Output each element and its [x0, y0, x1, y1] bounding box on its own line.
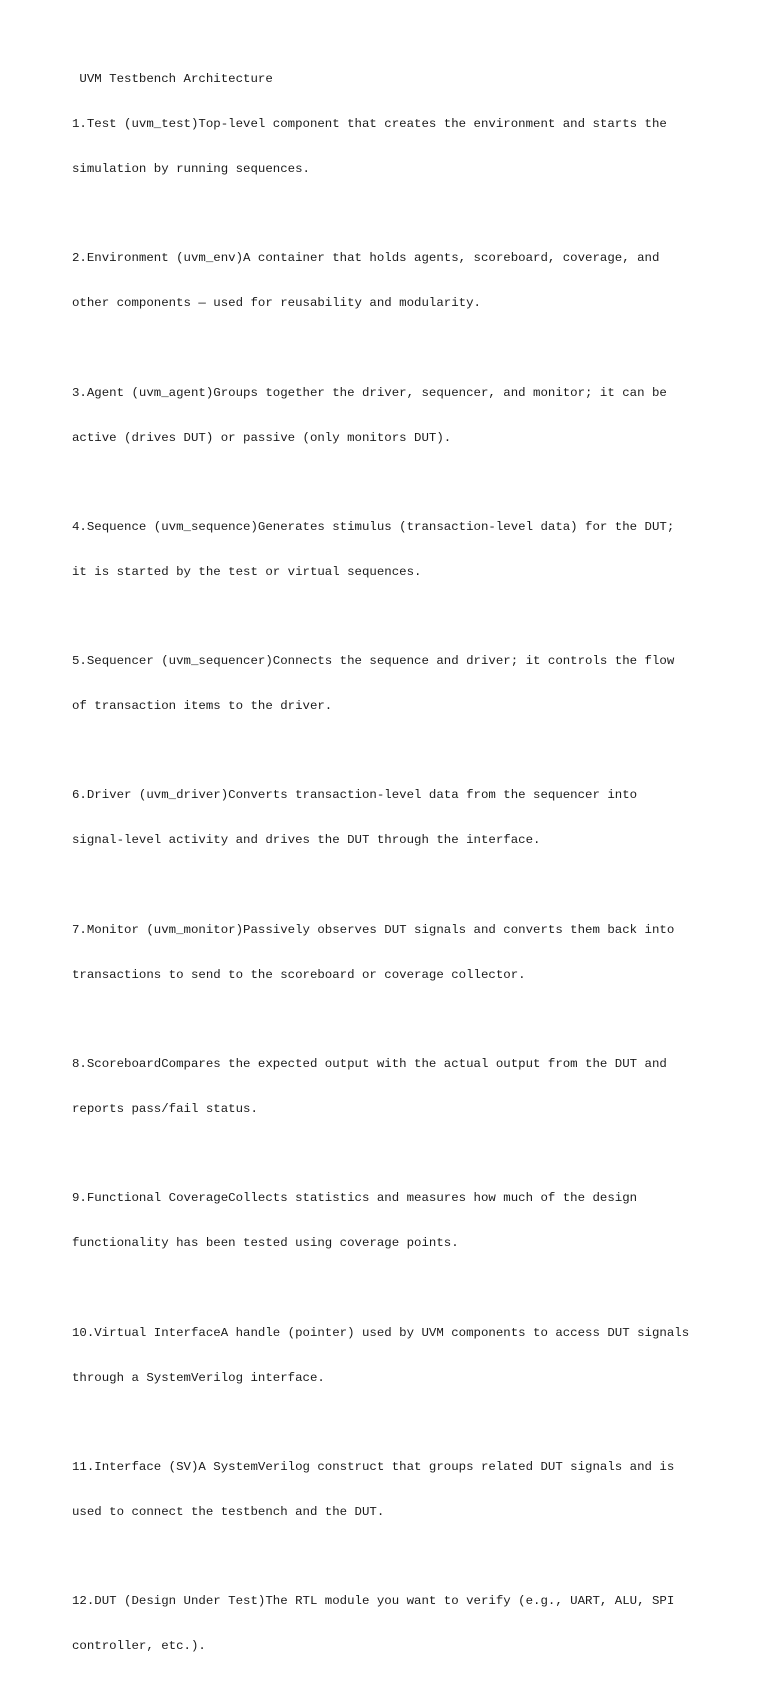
list-item-line: of transaction items to the driver. — [72, 699, 333, 714]
list-item-line: reports pass/fail status. — [72, 1102, 258, 1117]
list-item-line: simulation by running sequences. — [72, 162, 310, 176]
list-item — [72, 1296, 712, 1416]
list-item-line: 1.Test (uvm_test)Top-level component that creates the environment and starts the — [72, 117, 667, 131]
list-item-line: 2.Environment (uvm_env)A container that holds agents, scoreboard, coverage, and — [72, 251, 660, 266]
list-item-line: it is started by the test or virtual sequences. — [72, 564, 422, 579]
list-item — [72, 87, 712, 207]
list-item — [72, 624, 712, 744]
list-item-line: 7.Monitor (uvm_monitor)Passively observes DUT signals and converts them back into — [72, 922, 675, 937]
list-item-line: 4.Sequence (uvm_sequence)Generates stimulus (transaction-level data) for the DUT; — [72, 519, 675, 534]
document-page — [72, 72, 712, 1684]
list-item-line: functionality has been tested using coverage points. — [72, 1236, 459, 1251]
list-item-line: transactions to send to the scoreboard or coverage collector. — [72, 967, 526, 982]
component-list — [72, 87, 712, 1684]
list-item-line: 8.ScoreboardCompares the expected output with the actual output from the DUT and — [72, 1057, 667, 1072]
list-item — [72, 893, 712, 1013]
list-item-line: active (drives DUT) or passive (only monitors DUT). — [72, 430, 452, 445]
list-item — [72, 490, 712, 610]
list-item — [72, 1564, 712, 1684]
list-item-line: 6.Driver (uvm_driver)Converts transaction-level data from the sequencer into — [72, 788, 638, 803]
list-item — [72, 1430, 712, 1550]
list-item-line: controller, etc.). — [72, 1639, 206, 1654]
list-item-line: signal-level activity and drives the DUT through the interface. — [72, 833, 541, 848]
list-item — [72, 1161, 712, 1281]
list-item-line: 9.Functional CoverageCollects statistics and measures how much of the design — [72, 1191, 638, 1206]
list-item — [72, 758, 712, 878]
list-item-line: other components — used for reusability and modularity. — [72, 296, 481, 311]
list-item-line: 10.Virtual InterfaceA handle (pointer) used by UVM components to access DUT signals — [72, 1325, 690, 1340]
list-item-line: used to connect the testbench and the DUT. — [72, 1504, 385, 1519]
list-item-line: 11.Interface (SV)A SystemVerilog construct that groups related DUT signals and is — [72, 1459, 675, 1474]
list-item — [72, 1027, 712, 1147]
list-item — [72, 221, 712, 341]
document-title: UVM Testbench Architecture — [72, 72, 273, 86]
list-item-line: 5.Sequencer (uvm_sequencer)Connects the sequence and driver; it controls the flow — [72, 654, 675, 669]
list-item-line: 3.Agent (uvm_agent)Groups together the driver, sequencer, and monitor; it can be — [72, 385, 667, 400]
list-item-line: 12.DUT (Design Under Test)The RTL module you want to verify (e.g., UART, ALU, SPI — [72, 1594, 675, 1609]
list-item-line: through a SystemVerilog interface. — [72, 1370, 325, 1385]
list-item — [72, 356, 712, 476]
